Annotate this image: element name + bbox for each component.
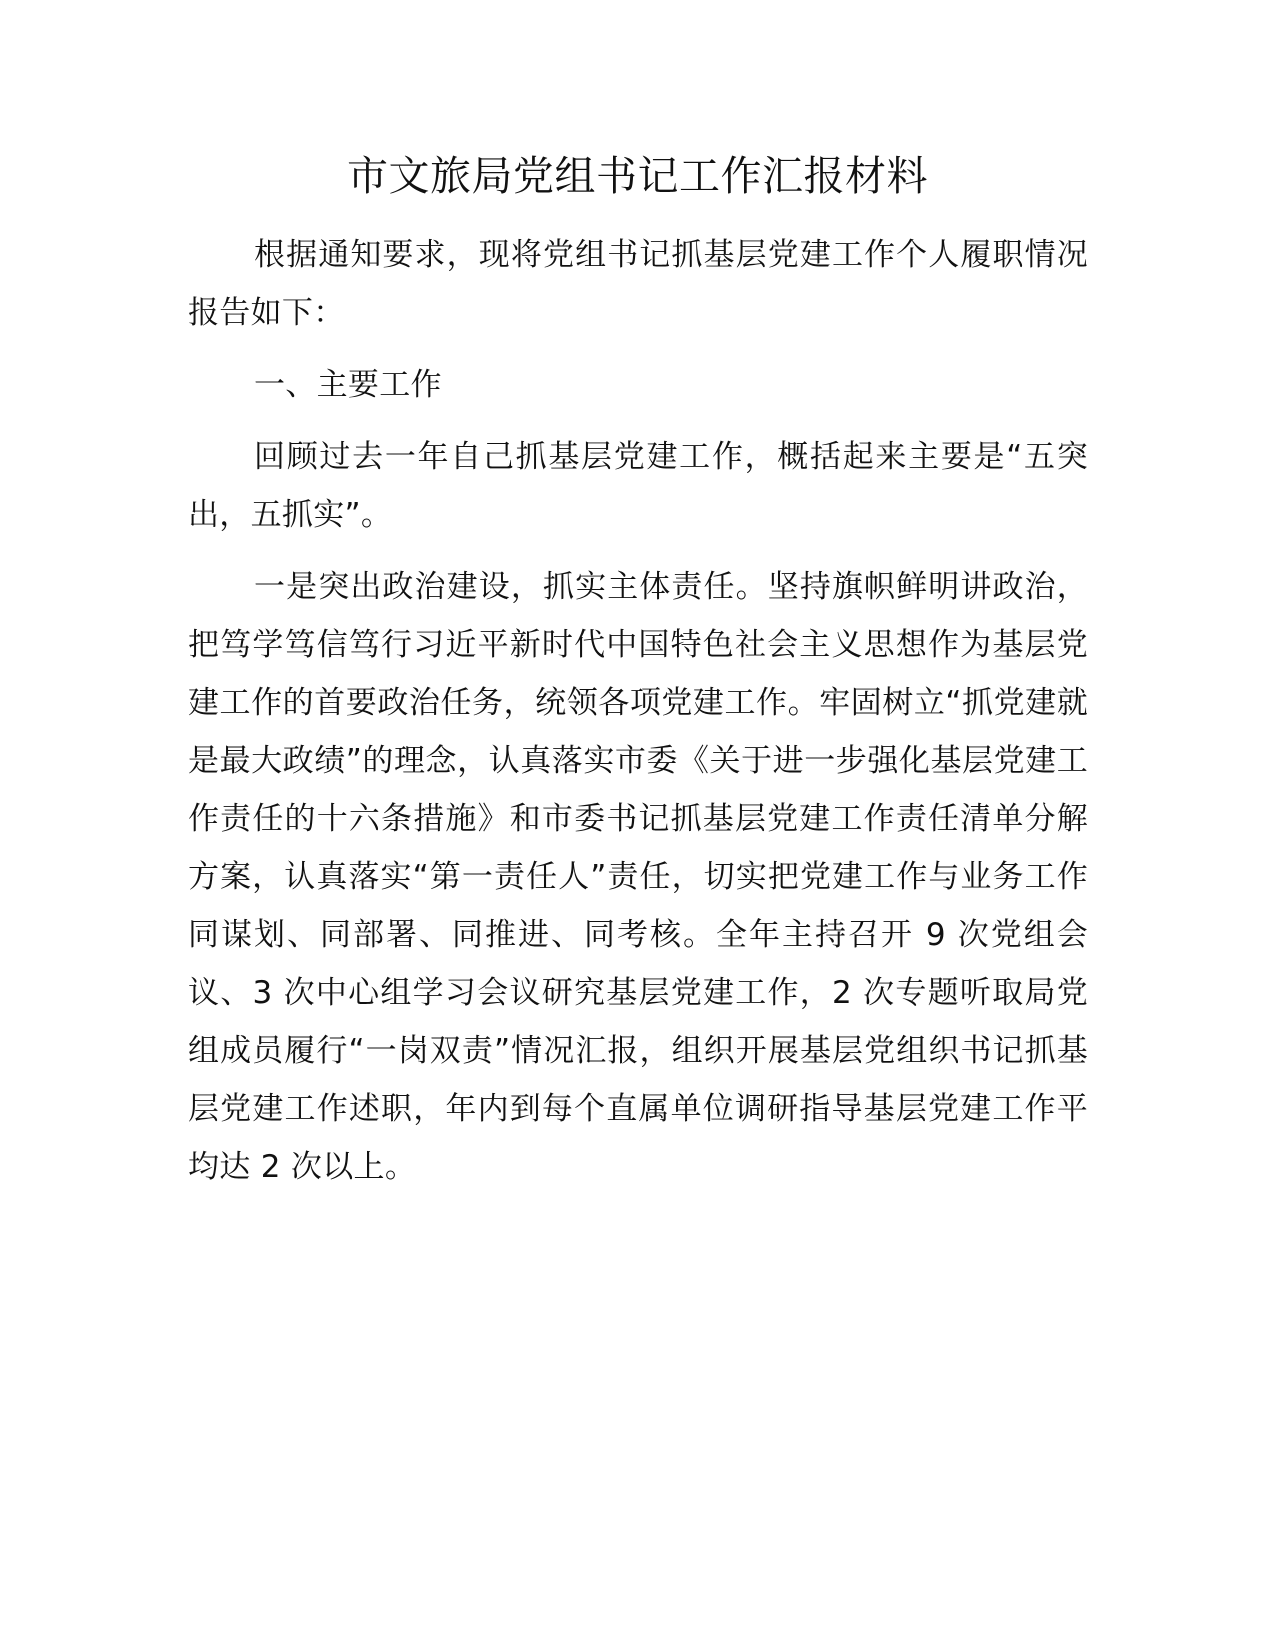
document-body [188,226,1088,1210]
paragraph-political-construction: 一是突出政治建设，抓实主体责任。坚持旗帜鲜明讲政治，把笃学笃信笃行习近平新时代中国特色社会主义思想作为基层党建工作的首要政治任务，统领各项党建工作。牢固树立“抓党建就是最大政绩”的理念，认真落实市委《关于进一步强化基层党建工作责任的十六条措施》和市委书记抓基层党建工作责任清单分解方案，认真落实“第一责任人”责任，切实把党建工作与业务工作同谋划、同部署、同推进、同考核。全年主持召开 9 次党组会议、3 次中心组学习会议研究基层党建工作，2 次专题听取局党组成员履行“一岗双责”情况汇报，组织开展基层党组织书记抓基层党建工作述职，年内到每个直属单位调研指导基层党建工作平均达 2 次以上。 [188,569,1088,1185]
paragraph-summary: 回顾过去一年自己抓基层党建工作，概括起来主要是“五突出，五抓实”。 [188,439,1088,533]
section-heading-main-work: 一、主要工作 [254,367,442,403]
paragraph-intro: 根据通知要求，现将党组书记抓基层党建工作个人履职情况报告如下： [188,237,1088,331]
document-title: 市文旅局党组书记工作汇报材料 [347,152,928,200]
